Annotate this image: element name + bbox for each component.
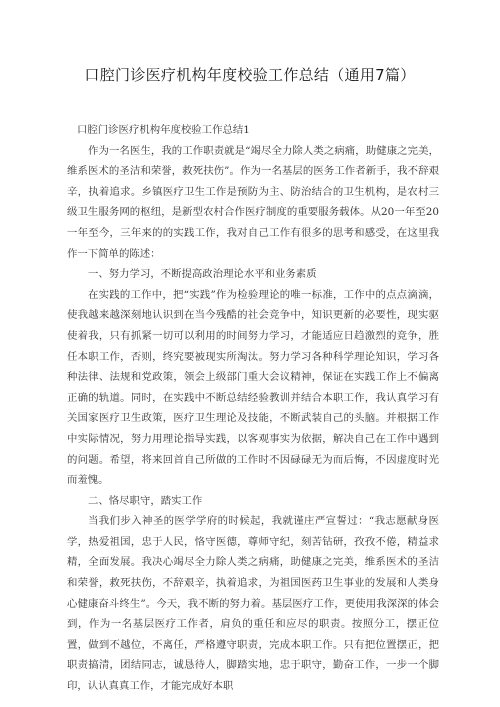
section-heading-2: 二、恪尽职守，踏实工作: [88, 494, 203, 507]
paragraph-duty: 当我们步入神圣的医学学府的时候起，我就谨庄严宣誓过：“我志愿献身医学，热爱祖国，忠于人民，恪守医德，尊师守纪，刻苦钻研，孜孜不倦，精益求精，全面发展。我决心竭尽全力除人类之病痛，助健康之完美，维系医术的圣洁和荣誉，救死扶伤，不辞艰辛，执着追求，为祖国医药卫生事业的发展和人类身心健康奋斗终生”。今天，我不断的努力着。基层医疗工作，更使用我深深的体会到，作为一名基层医疗工作者，肩负的重任和应尽的职责。按照分工，摆正位置，做到不越位，不离任，严格遵守职责，完成本职工作。只有把位置摆正，把职责搞清，团结同志，诚恳待人，脚踏实地，忠于职守，勤奋工作，一步一个脚印，认认真真工作，才能完成好本职: [67, 515, 439, 693]
document-body: [67, 120, 439, 697]
paragraph-study: 在实践的工作中，把“实践”作为检验理论的唯一标准，工作中的点点滴滴，使我越来越深刻地认识到在当今残酷的社会竞争中，知识更新的必要性，现实驱使着我，只有抓紧一切可以利用的时间努力学习，才能适应日趋激烈的竞争，胜任本职工作，否则，终究要被现实所淘汰。努力学习各种科学理论知识，学习各种法律、法规和党政策，领会上级部门重大会议精神，保证在实践工作上不偏离正确的轨道。同时，在实践中不断总结经验教训并结合本职工作，我认真学习有关国家医疗卫生政策，医疗卫生理论及技能，不断武装自己的头脑。并根据工作中实际情况，努力用理论指导实践，以客观事实为依据，解决自己在工作中遇到的问题。希望，将来回首自己所做的工作时不因碌碌无为而后悔，不因虚度时光而羞愧。: [67, 288, 439, 487]
section-heading-1: 一、努力学习，不断提高政治理论水平和业务素质: [88, 268, 317, 281]
section-subtitle: 口腔门诊医疗机构年度校验工作总结1: [77, 124, 250, 136]
paragraph-intro: 作为一名医生，我的工作职责就是“竭尽全力除人类之病痛，助健康之完美，维系医术的圣洁和荣誉，救死扶伤”。作为一名基层的医务工作者新手，我不辞艰辛，执着追求。乡镇医疗卫生工作是预防为主、防治结合的卫生机构，是农村三级卫生服务网的枢纽，是新型农村合作医疗制度的重要服务载体。从20一年至20一年至今，三年来的的实践工作，我对自己工作有很多的思考和感受，在这里我作一下简单的陈述：: [67, 144, 439, 260]
document-title: 口腔门诊医疗机构年度校验工作总结（通用7篇）: [84, 66, 416, 84]
